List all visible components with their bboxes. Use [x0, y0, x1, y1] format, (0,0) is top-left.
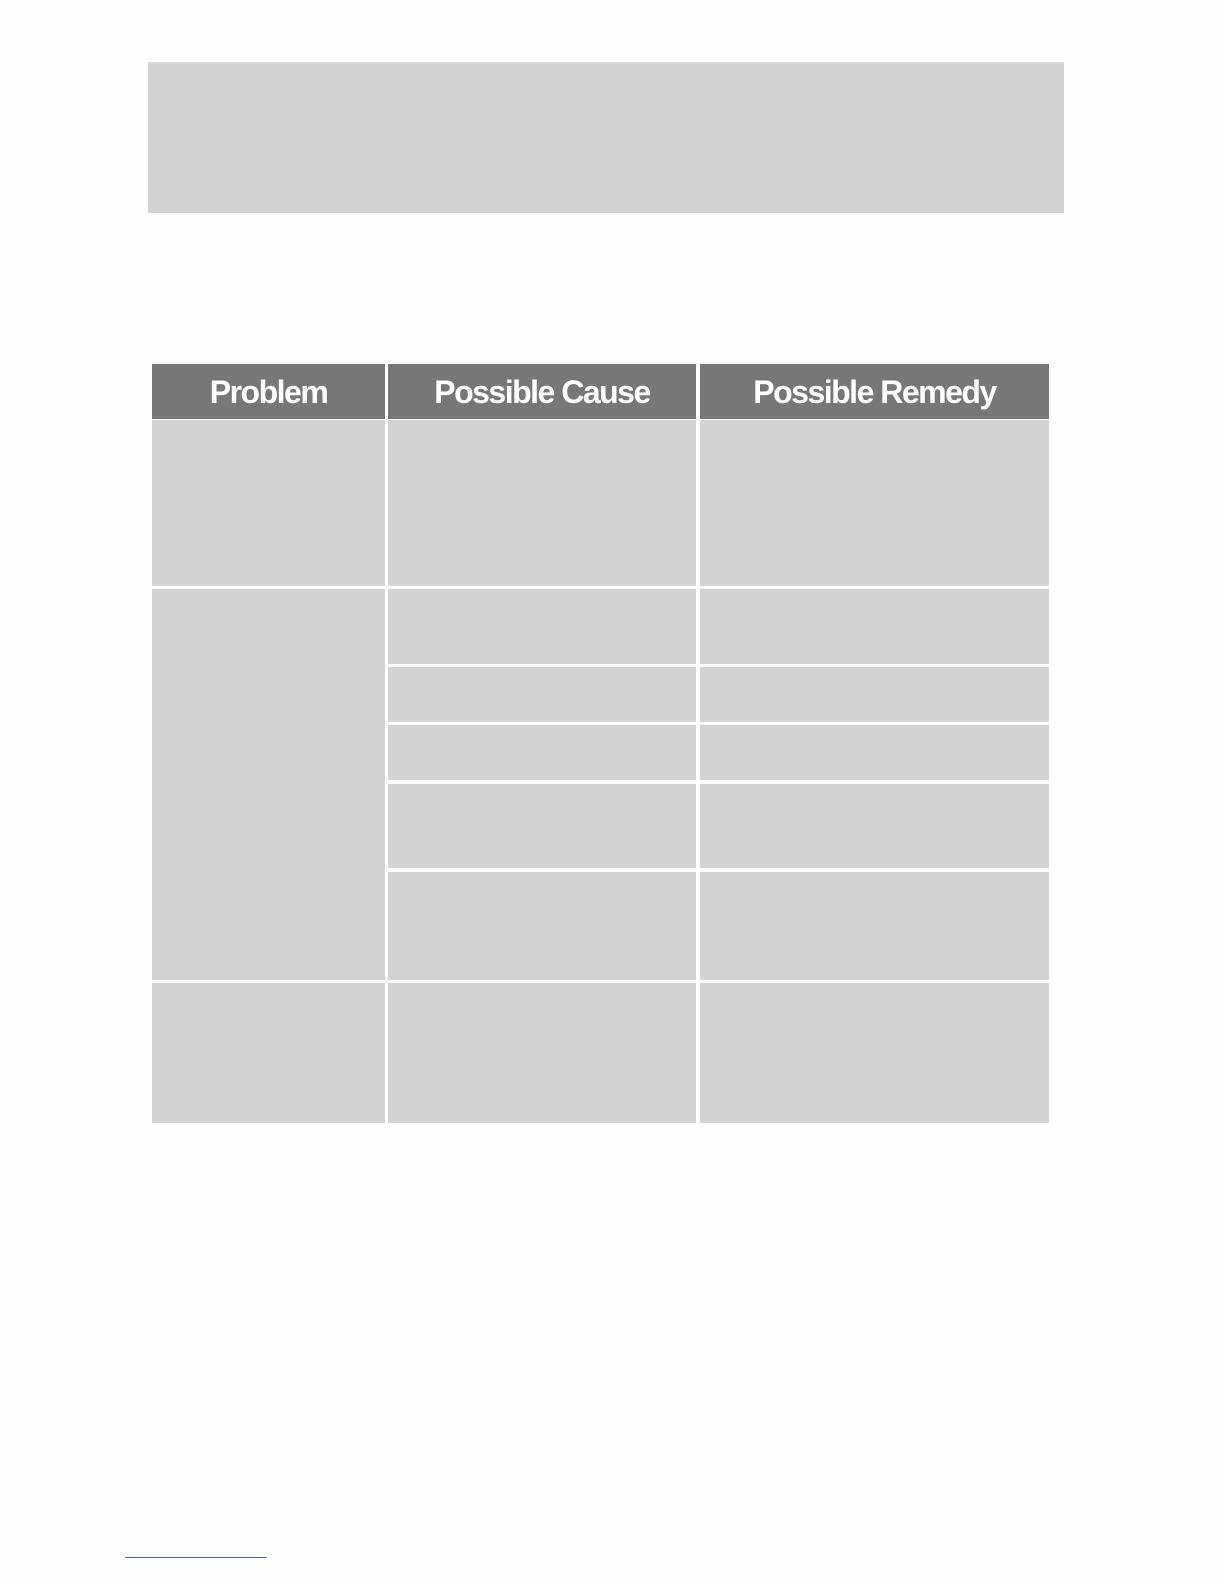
row-2-remedy-cell-4 [700, 784, 1049, 868]
header-possible-cause: Possible Cause [388, 364, 696, 419]
row-1-cause-cell [388, 420, 696, 586]
row-1-remedy-cell [700, 420, 1049, 586]
row-2-problem-cell [152, 589, 385, 980]
row-2-remedy-cell-1 [700, 589, 1049, 664]
row-1-problem-cell [152, 420, 385, 586]
row-3-remedy-cell [700, 983, 1049, 1123]
row-2-remedy-cell-5 [700, 872, 1049, 980]
header-possible-remedy: Possible Remedy [700, 364, 1049, 419]
row-2-cause-cell-3 [388, 725, 696, 780]
row-2-cause-cell-5 [388, 872, 696, 980]
troubleshooting-table [152, 364, 1049, 1123]
row-3-cause-cell [388, 983, 696, 1123]
top-banner [148, 62, 1064, 213]
row-3-problem-cell [152, 983, 385, 1123]
row-2-remedy-cell-2 [700, 667, 1049, 722]
footnote-rule [125, 1557, 267, 1558]
row-2-cause-cell-1 [388, 589, 696, 664]
row-2-cause-cell-2 [388, 667, 696, 722]
row-2-remedy-cell-3 [700, 725, 1049, 780]
header-problem: Problem [152, 364, 385, 419]
row-2-cause-cell-4 [388, 784, 696, 868]
